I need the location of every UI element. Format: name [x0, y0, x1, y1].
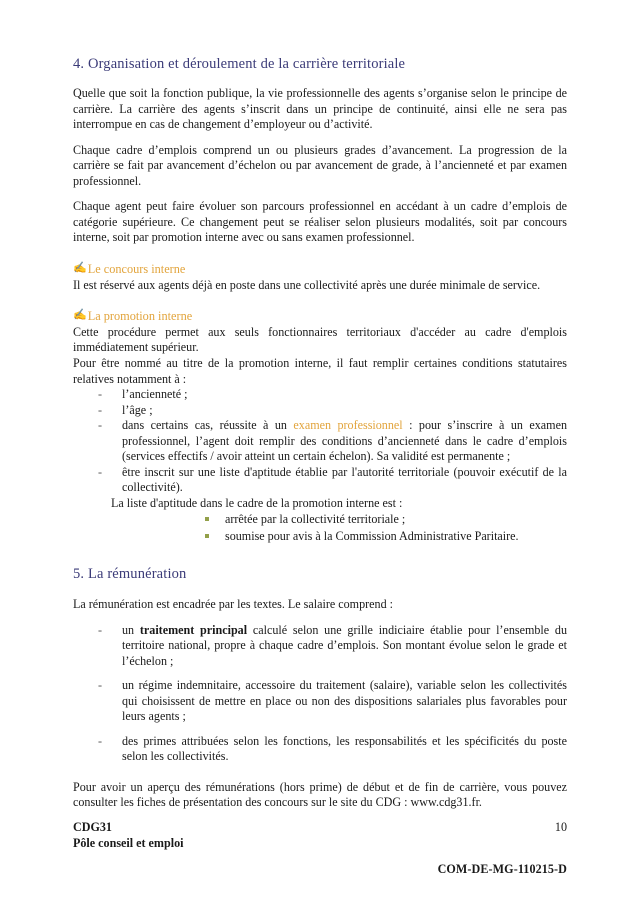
hand-pointer-icon: ✍ — [73, 261, 87, 274]
dash-bullet-icon: - — [98, 402, 103, 417]
paragraph-concours-interne-body: Il est réservé aux agents déjà en poste dans une collectivité après une durée minimale de service. — [73, 277, 541, 292]
list-item-liste-aptitude-label: être inscrit sur une liste d'aptitude établie par l'autorité territoriale (pouvoir exécutif de la collectivité). — [122, 464, 567, 495]
page-footer — [73, 820, 567, 878]
emphasis-traitement-principal: traitement principal — [139, 622, 248, 637]
list-item-traitement-principal — [73, 623, 567, 670]
section-title-remuneration: 5. La rémunération — [73, 565, 187, 582]
subheading-promotion-interne-label: La promotion interne — [87, 309, 193, 324]
paragraph-carriere-principe: Quelle que soit la fonction publique, la vie professionnelle des agents s’organise selon le principe de carrière. La carrière des agents s’inscrit dans un principe de continuité, ainsi elle ne sera pas interrompue en cas de changement d’employeur ou d’activité. — [73, 86, 567, 132]
dash-bullet-icon: - — [98, 622, 103, 637]
dash-bullet-icon: - — [98, 464, 103, 479]
paragraph-promotion-definition: Cette procédure permet aux seuls fonctionnaires territoriaux d'accéder au cadre d'emplois immédiatement supérieur. — [73, 324, 567, 355]
hand-pointer-icon: ✍ — [73, 309, 87, 322]
subheading-concours-interne — [73, 262, 567, 277]
paragraph-promotion-conditions-lead: Pour être nommé au titre de la promotion interne, il faut remplir certaines conditions statutaires relatives notamment à : — [73, 356, 567, 386]
list-item-primes — [73, 734, 567, 765]
list-item-arretee — [73, 511, 567, 527]
list-conditions-promotion — [73, 387, 567, 496]
subheading-promotion-interne — [73, 309, 567, 324]
square-bullet-icon — [205, 517, 209, 521]
square-bullet-icon — [205, 534, 209, 538]
list-item-examen-professionnel — [73, 418, 567, 465]
list-liste-aptitude-modalites — [73, 511, 567, 544]
list-item-primes-label: des primes attribuées selon les fonctions, les responsabilités et les spécificités du poste selon les collectivités. — [122, 733, 567, 764]
list-item-traitement-text-after: calculé selon une grille indiciaire établie pour l’ensemble du territoire national, propre à chaque cadre d’emplois. Son montant évolue selon le grade et l’échelon ; — [122, 622, 567, 668]
list-item-examen-text-before: dans certains cas, réussite à un — [122, 418, 294, 433]
paragraph-remuneration-closing: Pour avoir un aperçu des rémunérations (hors prime) de début et de fin de carrière, vous pouvez consulter les fiches de présentation des concours sur le site du CDG : www.cdg31.fr. — [73, 779, 567, 810]
page-title: 4. Organisation et déroulement de la carrière territoriale — [73, 56, 406, 72]
list-item-traitement-text-before: un — [122, 622, 140, 637]
list-item-anciennete-label: l’ancienneté ; — [122, 387, 188, 402]
page-content — [73, 55, 567, 821]
list-item-soumise-label: soumise pour avis à la Commission Administrative Paritaire. — [225, 528, 519, 543]
paragraph-remuneration-lead: La rémunération est encadrée par les textes. Le salaire comprend : — [73, 597, 393, 612]
paragraph-cadre-emplois: Chaque cadre d’emplois comprend un ou plusieurs grades d’avancement. La progression de la carrière se fait par avancement d’échelon ou par avancement de grade, à l’ancienneté et par examen professionnel. — [73, 142, 567, 188]
list-item-anciennete — [73, 387, 567, 403]
list-item-regime-indemnitaire-label: un régime indemnitaire, accessoire du traitement (salaire), variable selon les collectivités qui choisissent de mettre en place ou non des dispositions salariales plus favorables pour leurs agents ; — [122, 678, 567, 724]
list-item-age — [73, 403, 567, 419]
footer-page-number: 10 — [554, 820, 567, 834]
highlight-examen-professionnel: examen professionnel — [293, 418, 403, 433]
dash-bullet-icon: - — [98, 733, 103, 748]
footer-top-row — [73, 820, 567, 851]
footer-department: Pôle conseil et emploi — [73, 835, 184, 850]
list-item-age-label: l’âge ; — [122, 402, 153, 417]
list-item-examen-text-after: : pour s’inscrire à un examen professionnel, l’agent doit remplir des conditions d’ancienneté dans le cadre d’emplois (services effectifs / avoir atteint un certain échelon). Sa validité est permanente ; — [122, 418, 567, 464]
dash-bullet-icon: - — [98, 678, 103, 693]
footer-organisation: CDG31 — [73, 820, 112, 834]
dash-bullet-icon: - — [98, 387, 103, 402]
list-item-soumise — [73, 528, 567, 544]
paragraph-liste-aptitude-lead: La liste d'aptitude dans le cadre de la promotion interne est : — [111, 495, 403, 510]
list-item-liste-aptitude — [73, 465, 567, 496]
list-composantes-salaire — [73, 623, 567, 765]
footer-reference-code: COM-DE-MG-110215-D — [437, 862, 567, 877]
subheading-concours-interne-label: Le concours interne — [87, 261, 186, 276]
footer-organisation-block — [73, 820, 184, 851]
list-item-regime-indemnitaire — [73, 678, 567, 725]
list-item-arretee-label: arrêtée par la collectivité territoriale ; — [225, 512, 406, 527]
dash-bullet-icon: - — [98, 418, 103, 433]
paragraph-evolution-categorie: Chaque agent peut faire évoluer son parcours professionnel en accédant à un cadre d’emplois de catégorie supérieure. Ce changement peut se réaliser selon plusieurs modalités, soit par concours interne, soit par promotion interne avec ou sans examen professionnel. — [73, 199, 567, 245]
